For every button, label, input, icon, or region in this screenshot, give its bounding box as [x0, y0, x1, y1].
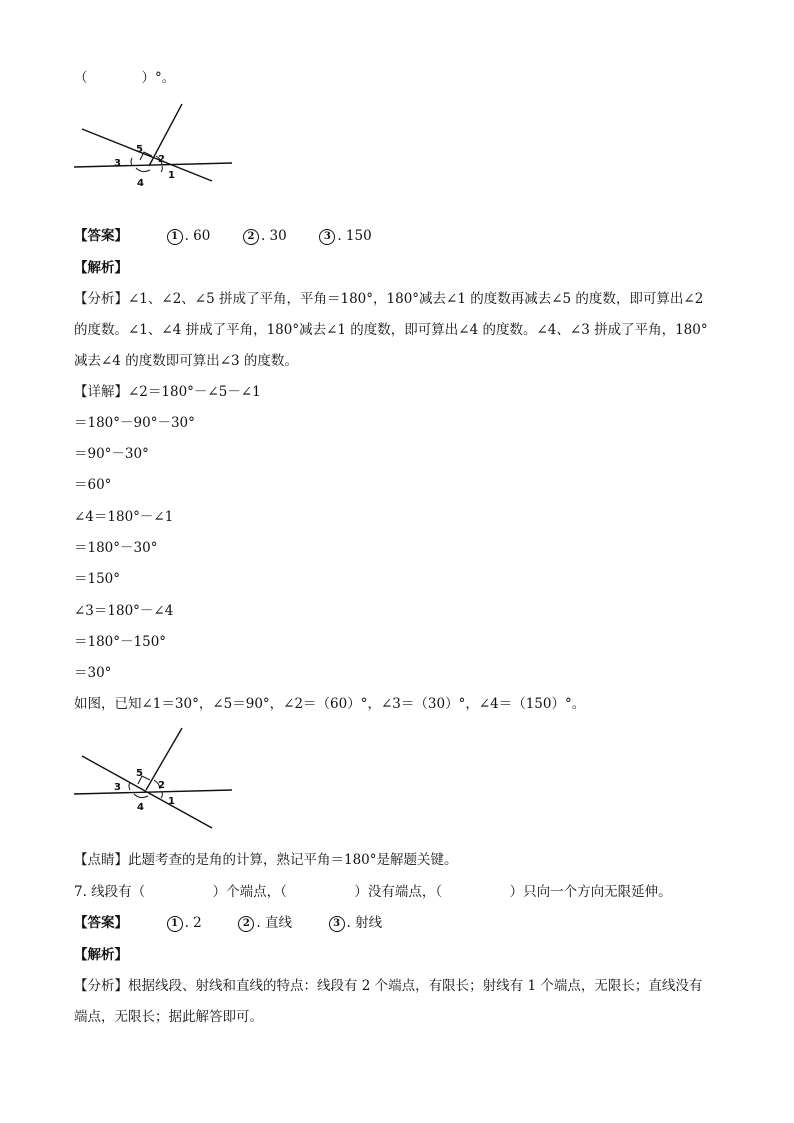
analysis2-line-1: 【分析】根据线段、射线和直线的特点：线段有 2 个端点，有限长；射线有 1 个端点，无限长；直线没有	[74, 978, 703, 994]
angle-label-3: 3	[114, 782, 121, 793]
angle-label-1: 1	[168, 170, 175, 181]
answer-value-3: . 150	[337, 228, 372, 244]
horizontal-line	[74, 163, 232, 167]
detail-line-10: ＝30°	[74, 665, 112, 681]
detail-line-1: 【详解】∠2＝180°－∠5－∠1	[74, 384, 261, 400]
answer-value-2: . 30	[260, 228, 287, 244]
circled-number-3: 3	[319, 229, 335, 245]
answer-value-1: . 60	[184, 228, 211, 244]
detail-line-2: ＝180°－90°－30°	[74, 415, 195, 431]
detail-line-3: ＝90°－30°	[74, 446, 149, 462]
detail-line-7: ＝150°	[74, 571, 121, 587]
angle-label-5: 5	[136, 144, 143, 155]
circled-number-2: 2	[238, 916, 254, 932]
analysis-line-1: 【分析】∠1、∠2、∠5 拼成了平角，平角＝180°，180°减去∠1 的度数再减去∠5 的度数，即可算出∠2	[74, 291, 704, 307]
diagonal-line	[82, 129, 212, 181]
detail-line-6: ＝180°－30°	[74, 540, 158, 556]
angle-arc-4	[136, 168, 150, 172]
ray-line	[149, 104, 182, 166]
analysis2-line-2: 端点，无限长；据此解答即可。	[74, 1009, 263, 1025]
circled-number-1: 1	[167, 229, 183, 245]
angle-arc-1	[161, 792, 162, 798]
analysis-heading-1: 【解析】	[74, 260, 128, 276]
analysis-line-2: 的度数。∠1、∠4 拼成了平角，180°减去∠1 的度数，即可算出∠4 的度数。∠4、∠3 拼成了平角，180°	[74, 322, 708, 338]
answer-row-1	[74, 224, 372, 245]
angle-arc-1	[161, 166, 162, 172]
diagonal-line	[82, 756, 212, 828]
angle-figure-bottom	[70, 724, 240, 832]
detail-line-5: ∠4＝180°－∠1	[74, 509, 174, 525]
answer-tag: 【答案】	[74, 915, 128, 931]
answer-value-3: . 射线	[346, 915, 383, 931]
angle-label-4: 4	[137, 802, 144, 813]
circled-number-2: 2	[243, 229, 259, 245]
detail-line-8: ∠3＝180°－∠4	[74, 603, 174, 619]
angle-arc-3	[131, 158, 132, 166]
angle-label-3: 3	[114, 158, 121, 169]
detail-line-4: ＝60°	[74, 477, 112, 493]
key-point: 【点睛】此题考查的是角的计算，熟记平角＝180°是解题关键。	[74, 852, 458, 868]
horizontal-line	[74, 790, 232, 794]
question-tail: （ ）°。	[74, 70, 176, 86]
angle-label-2: 2	[158, 780, 165, 791]
analysis-heading-2: 【解析】	[74, 947, 128, 963]
angle-label-4: 4	[137, 178, 144, 189]
angle-figure-top	[70, 98, 240, 189]
answer-value-1: . 2	[184, 915, 202, 931]
angle-label-1: 1	[168, 796, 175, 807]
angle-label-2: 2	[158, 154, 165, 165]
angle-arc-4	[134, 794, 148, 798]
detail-line-9: ＝180°－150°	[74, 634, 167, 650]
circled-number-1: 1	[167, 916, 183, 932]
answer-tag: 【答案】	[74, 228, 128, 244]
angle-arc-3	[129, 782, 130, 790]
circled-number-3: 3	[329, 916, 345, 932]
answer-value-2: . 直线	[256, 915, 292, 931]
analysis-line-3: 减去∠4 的度数即可算出∠3 的度数。	[74, 353, 298, 369]
answer-row-2	[74, 911, 382, 932]
detail-line-11: 如图，已知∠1＝30°，∠5＝90°，∠2＝（60）°，∠3＝（30）°，∠4＝（150）°。	[74, 696, 586, 712]
angle-label-5: 5	[136, 768, 143, 779]
question-7: 7. 线段有（ ）个端点，（ ）没有端点，（ ）只向一个方向无限延伸。	[74, 884, 672, 900]
